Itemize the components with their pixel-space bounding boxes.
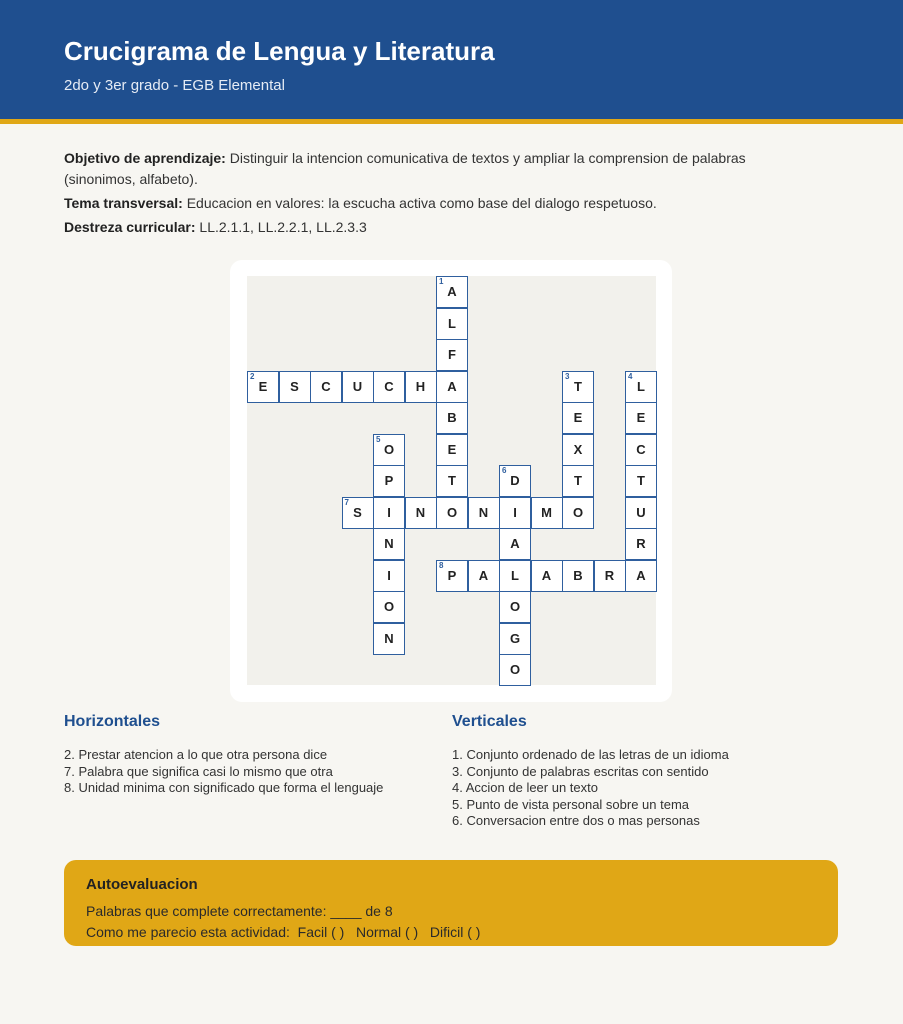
cell-letter: E [636,410,646,425]
clue-number: 2 [250,371,255,381]
horizontal-clues [64,713,383,797]
skill-label: Destreza curricular: [64,219,196,235]
crossword-cell[interactable] [499,528,531,560]
crossword-cell[interactable] [562,465,594,497]
cell-letter: X [573,441,583,457]
cell-letter: T [574,378,582,394]
cell-letter: I [387,567,391,583]
cell-letter: L [448,315,456,331]
clue-number: 4 [628,371,633,381]
objective-text: Distinguir la intencion comunicativa de textos y ampliar la comprension de palabras (sinonimos, alfabeto). [64,150,746,187]
cell-letter: B [447,410,457,425]
crossword-cell[interactable] [373,371,405,403]
crossword-cell[interactable] [436,497,468,529]
crossword-grid [247,276,656,685]
crossword-cell[interactable] [342,371,374,403]
clue-number: 5 [376,434,381,444]
theme-text: Educacion en valores: la escucha activa como base del dialogo respetuoso. [182,195,657,211]
crossword-cell[interactable] [531,497,563,529]
crossword-cell[interactable] [499,497,531,529]
cell-letter: A [636,567,646,583]
cell-letter: C [321,378,331,394]
crossword-cell[interactable] [562,497,594,529]
cell-letter: E [447,441,457,457]
crossword-cell[interactable] [499,654,531,686]
crossword-cell[interactable] [625,560,657,592]
cell-letter: N [384,536,394,551]
clue-number: 1 [439,277,444,286]
crossword-cell[interactable] [436,465,468,497]
crossword-cell[interactable] [468,497,500,529]
crossword-cell[interactable] [405,371,437,403]
crossword-cell[interactable] [373,497,405,529]
crossword-cell[interactable] [499,623,531,655]
crossword-cell[interactable] [436,276,468,308]
cell-letter: L [511,567,519,583]
crossword-cell[interactable] [373,434,405,466]
page-subtitle: 2do y 3er grado - EGB Elemental [64,77,285,94]
crossword-cell[interactable] [562,371,594,403]
crossword-cell[interactable] [373,591,405,623]
cell-letter: A [478,567,489,583]
crossword-cell[interactable] [625,497,657,529]
self-evaluation-rating-line: Como me parecio esta actividad: Facil ( ) Normal ( ) Dificil ( ) [86,924,481,940]
crossword-cell[interactable] [279,371,311,403]
clue-number: 7 [344,497,349,507]
cell-letter: O [509,599,521,614]
cell-letter: U [352,378,363,394]
objective-line [64,148,784,190]
crossword-cell[interactable] [436,434,468,466]
cell-letter: N [478,504,489,520]
crossword-cell[interactable] [436,339,468,371]
page-header [0,0,903,124]
cell-letter: L [637,378,645,394]
page-title: Crucigrama de Lengua y Literatura [64,36,495,66]
cell-letter: O [509,662,521,677]
crossword-cell[interactable] [373,465,405,497]
clue-item: 7. Palabra que significa casi lo mismo que otra [64,763,333,779]
crossword-cell[interactable] [499,591,531,623]
crossword-cell[interactable] [436,560,468,592]
clue-number: 6 [502,466,507,475]
cell-letter: S [290,378,299,394]
self-evaluation-score-line: Palabras que complete correctamente: ____ de 8 [86,903,393,919]
crossword-cell[interactable] [436,308,468,340]
clue-item: 1. Conjunto ordenado de las letras de un idioma [452,747,729,762]
clue-item: 5. Punto de vista personal sobre un tema [452,796,690,812]
crossword-cell[interactable] [405,497,437,529]
crossword-cell[interactable] [625,402,657,434]
clue-item: 8. Unidad minima con significado que forma el lenguaje [64,780,384,795]
horizontal-clues-title: Horizontales [64,713,161,730]
clue-number: 8 [439,560,444,570]
cell-letter: I [513,504,517,520]
cell-letter: N [415,504,426,520]
cell-letter: F [448,347,456,362]
cell-letter: T [448,473,456,488]
cell-letter: M [541,504,552,520]
cell-letter: P [384,473,394,488]
cell-letter: U [636,504,646,520]
self-evaluation-title: Autoevaluacion [86,876,198,893]
cell-letter: E [258,378,268,394]
cell-letter: R [604,567,615,583]
clue-item: 3. Conjunto de palabras escritas con sentido [452,763,709,779]
skill-text: LL.2.1.1, LL.2.2.1, LL.2.3.3 [195,219,367,235]
cell-letter: O [383,441,395,457]
crossword-cell[interactable] [468,560,500,592]
cell-letter: C [636,441,646,457]
crossword-cell[interactable] [499,465,531,497]
cell-letter: C [384,378,394,394]
cell-letter: A [447,284,457,299]
crossword-cell[interactable] [373,560,405,592]
self-evaluation-box [64,860,838,946]
crossword-cell[interactable] [625,465,657,497]
cell-letter: A [541,567,552,583]
crossword-cell[interactable] [436,371,468,403]
cell-letter: A [510,536,520,551]
crossword-cell[interactable] [625,434,657,466]
cell-letter: S [353,504,362,520]
crossword-cell[interactable] [499,560,531,592]
cell-letter: T [637,473,645,488]
crossword-cell[interactable] [562,560,594,592]
cell-letter: E [573,410,583,425]
crossword-cell[interactable] [625,371,657,403]
cell-letter: G [509,630,521,646]
clue-item: 4. Accion de leer un texto [452,780,598,795]
cell-letter: O [446,504,458,520]
cell-letter: T [574,473,582,488]
cell-letter: R [636,536,646,551]
clue-item: 2. Prestar atencion a lo que otra persona dice [64,747,328,762]
crossword-cell[interactable] [310,371,342,403]
clue-number: 3 [565,371,570,381]
cell-letter: O [572,504,584,520]
crossword-cell[interactable] [247,371,279,403]
cell-letter: O [383,599,395,614]
crossword-cell[interactable] [531,560,563,592]
info-section [64,148,784,241]
cell-letter: D [510,473,520,488]
cell-letter: H [415,378,426,394]
skill-line [64,217,784,238]
cell-letter: N [384,630,394,646]
cell-letter: I [387,504,391,520]
cell-letter: A [447,378,457,394]
crossword-cell[interactable] [594,560,626,592]
crossword-cell[interactable] [562,434,594,466]
vertical-clues-title: Verticales [452,713,527,730]
crossword-cell[interactable] [342,497,374,529]
cell-letter: P [447,567,457,583]
objective-label: Objetivo de aprendizaje: [64,150,226,166]
crossword-cell[interactable] [625,528,657,560]
theme-label: Tema transversal: [64,195,183,211]
clue-item: 6. Conversacion entre dos o mas personas [452,813,700,828]
vertical-clues [452,713,729,830]
crossword-cell[interactable] [373,623,405,655]
crossword-cell[interactable] [436,402,468,434]
theme-line [64,193,784,214]
cell-letter: B [573,567,583,583]
crossword-cell[interactable] [562,402,594,434]
crossword-cell[interactable] [373,528,405,560]
